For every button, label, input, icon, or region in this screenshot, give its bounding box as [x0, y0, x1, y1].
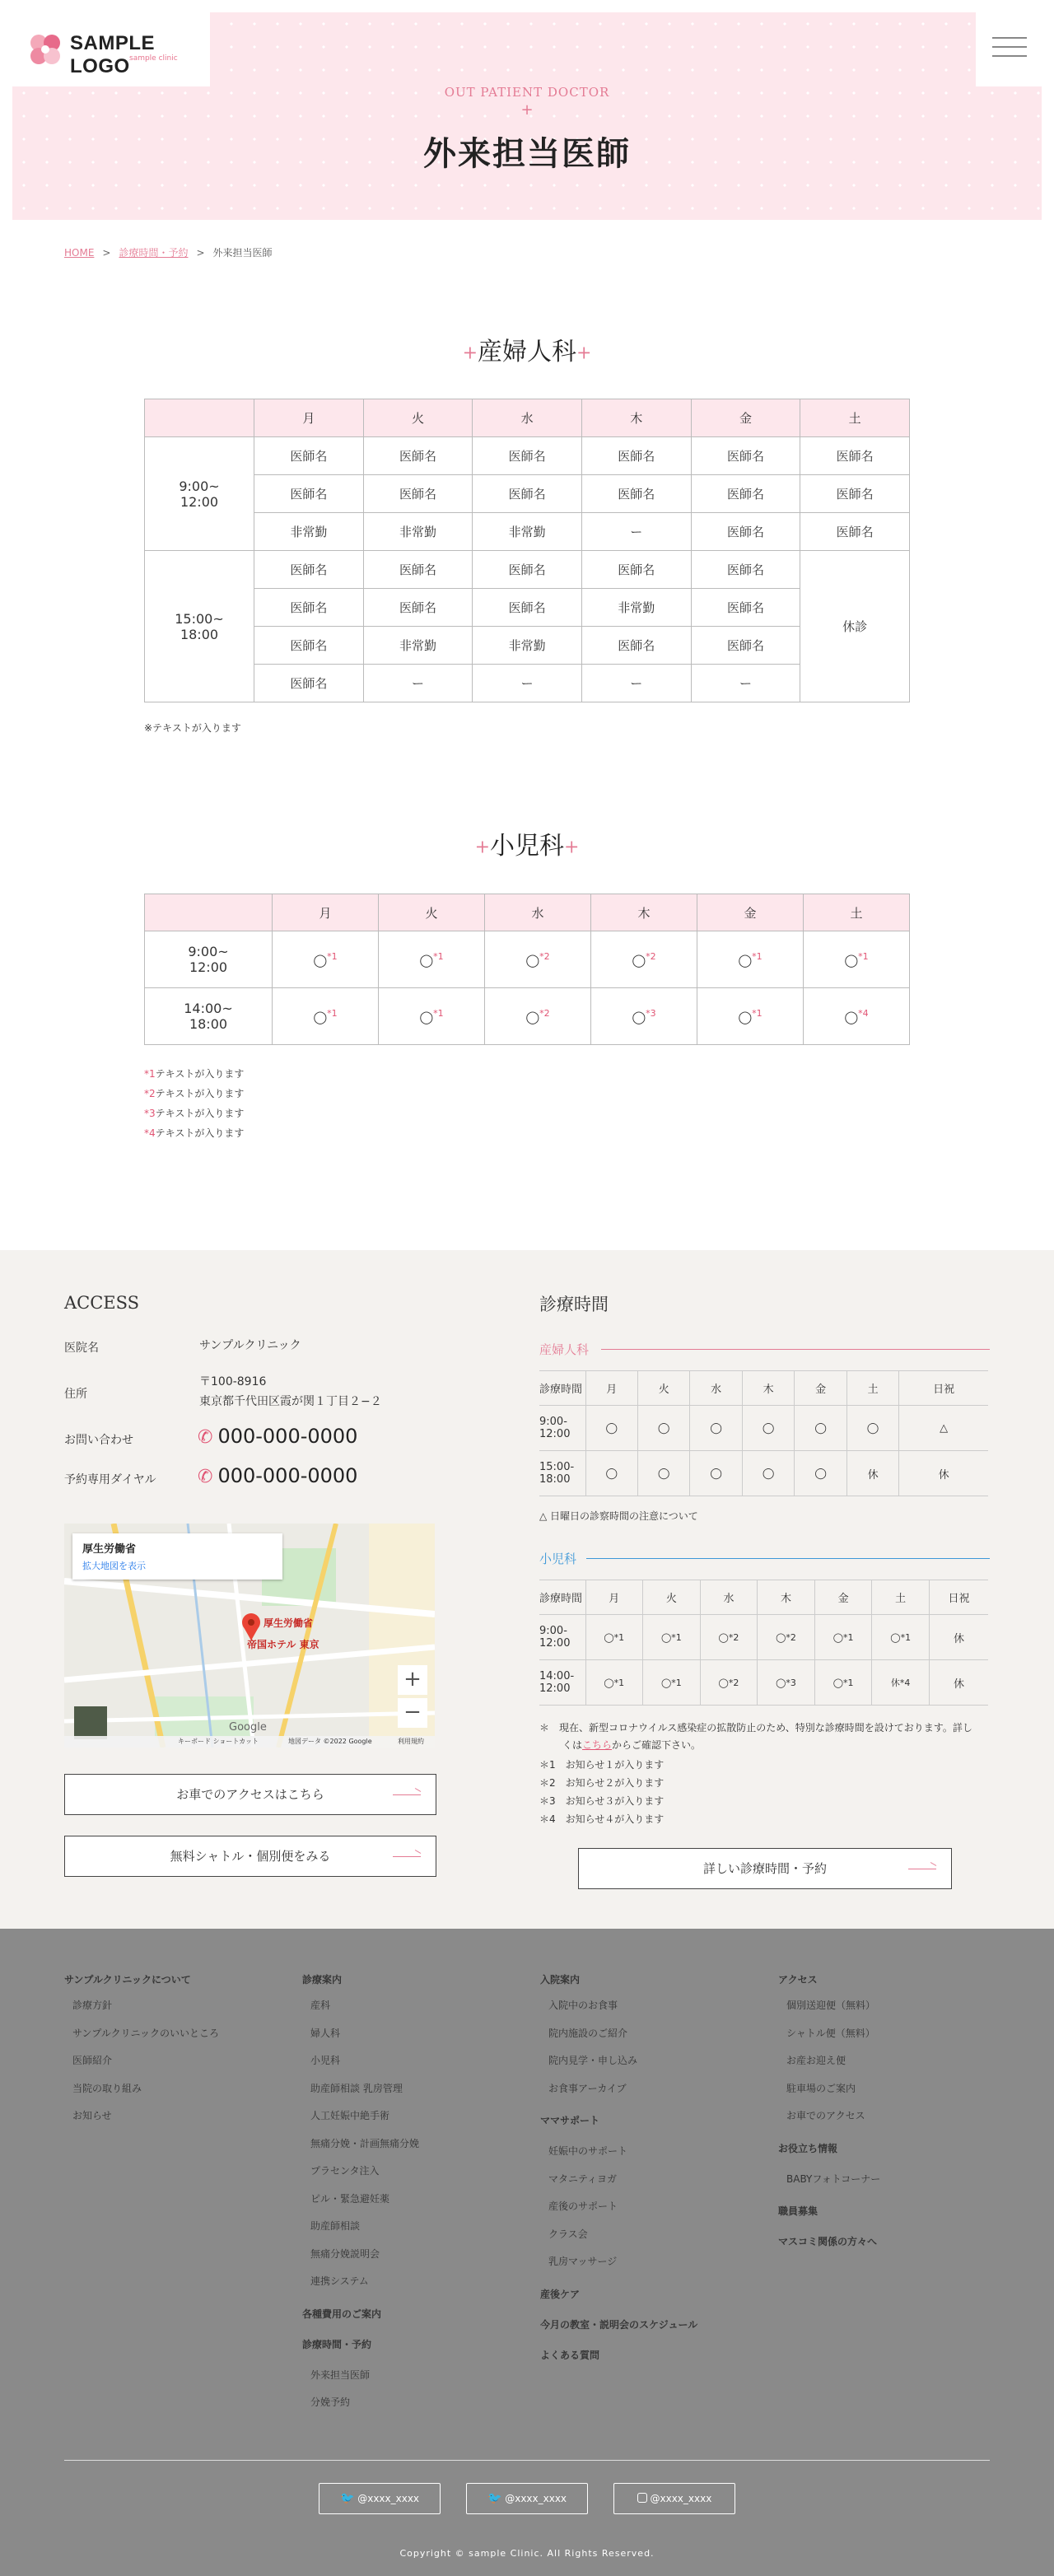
doctor-cell: 非常勤: [473, 627, 582, 665]
hours-cell: 休: [929, 1660, 988, 1706]
sunday-note[interactable]: △ 日曜日の診察時間の注意について: [539, 1510, 698, 1522]
footer-link[interactable]: 産科: [310, 2000, 331, 2011]
col-header: 金: [814, 1580, 872, 1615]
hours-cell: 休*4: [872, 1660, 930, 1706]
arrow-right-icon: [393, 1794, 421, 1795]
doctor-cell: 医師名: [254, 589, 364, 627]
doctor-cell: 医師名: [581, 551, 691, 589]
doctor-cell: 医師名: [363, 437, 473, 475]
footer-link[interactable]: ピル・緊急避妊薬: [310, 2192, 390, 2205]
day-header: 木: [591, 894, 697, 931]
availability-cell: ◯$^{*1}$: [697, 988, 804, 1045]
col-header: 木: [742, 1371, 794, 1406]
doctor-cell: 医師名: [800, 513, 910, 551]
footer-divider: [64, 2460, 990, 2461]
obgyn-schedule-table: [144, 399, 910, 702]
address-value: 〒100-8916 東京都千代田区霞が関１丁目２−２: [199, 1375, 382, 1408]
doctor-cell: 非常勤: [581, 589, 691, 627]
footer-col-services: [302, 1972, 419, 2423]
obgyn-note: ※テキストが入ります: [144, 722, 241, 734]
footer-link[interactable]: 小児科: [310, 2055, 341, 2066]
footer-link[interactable]: 入院中のお食事: [548, 2000, 618, 2011]
doctor-cell: 医師名: [254, 437, 364, 475]
footer-link[interactable]: マタニティヨガ: [548, 2172, 618, 2185]
hours-cell: 休: [899, 1451, 988, 1496]
footer-link[interactable]: お食事アーカイブ: [548, 2082, 627, 2094]
hours-cell: ◯*2: [700, 1615, 758, 1660]
footer-heading[interactable]: 各種費用のご案内: [302, 2308, 382, 2320]
footer-col-access: [778, 1972, 880, 2265]
twitter-button-1[interactable]: 🐦 @xxxx_xxxx: [319, 2483, 441, 2514]
footer-heading[interactable]: サンプルクリニックについて: [64, 1974, 191, 1986]
col-header: 日祝: [899, 1371, 988, 1406]
footer-heading[interactable]: ママサポート: [540, 2115, 600, 2126]
clinic-label: 医院名: [64, 1342, 99, 1355]
car-access-button[interactable]: お車でのアクセスはこちら: [64, 1774, 436, 1815]
page-subtitle: OUT PATIENT DOCTOR: [444, 85, 610, 100]
plus-ornament: +: [520, 101, 534, 119]
arrow-right-icon: [393, 1856, 421, 1857]
hours-heading: 診療時間: [539, 1295, 609, 1314]
footer-heading[interactable]: よくある質問: [540, 2349, 600, 2361]
footer-heading[interactable]: 職員募集: [778, 2205, 818, 2217]
phone-icon: ✆: [198, 1467, 213, 1487]
hours-cell: ◯: [795, 1451, 846, 1496]
doctor-cell: 医師名: [254, 665, 364, 702]
doctor-cell: 医師名: [691, 513, 800, 551]
hours-cell: ◯*3: [758, 1660, 815, 1706]
pediatrics-schedule-table: [144, 894, 910, 1045]
hours-cell: ◯*1: [643, 1660, 701, 1706]
doctor-cell: 医師名: [473, 551, 582, 589]
footer-link[interactable]: 院内見学・申し込み: [548, 2055, 638, 2066]
day-header: 月: [254, 399, 364, 437]
footer-link[interactable]: 院内施設のご紹介: [548, 2027, 628, 2039]
contact-tel[interactable]: ✆ 000-000-0000: [198, 1425, 358, 1448]
breadcrumb-home[interactable]: HOME: [64, 247, 95, 259]
map-keyboard-shortcuts[interactable]: キーボード ショートカット: [178, 1738, 259, 1745]
hours-obgyn-label: 産婦人科: [539, 1342, 590, 1357]
map-place-name: 厚生労働省: [82, 1543, 137, 1556]
col-header: 火: [643, 1580, 701, 1615]
availability-cell: ◯$^{*2}$: [591, 931, 697, 988]
hours-cell: 休: [846, 1451, 898, 1496]
hours-cell: ◯: [637, 1451, 689, 1496]
breadcrumb-separator: >: [196, 247, 205, 259]
breadcrumb-schedule[interactable]: 診療時間・予約: [119, 247, 189, 259]
footer-heading[interactable]: お役立ち情報: [778, 2142, 838, 2154]
footer-link[interactable]: クラス会: [548, 2228, 588, 2240]
footer-heading[interactable]: 入院案内: [540, 1974, 581, 1986]
footer-link[interactable]: お車でのアクセス: [786, 2110, 865, 2121]
doctor-cell: 医師名: [800, 437, 910, 475]
footer-link[interactable]: 無痛分娩・計画無痛分娩: [310, 2137, 420, 2149]
footer-link[interactable]: 個別送迎便（無料）: [786, 2000, 876, 2011]
col-header: 日祝: [929, 1580, 988, 1615]
shuttle-button[interactable]: 無料シャトル・個別便をみる: [64, 1836, 436, 1877]
col-header: 火: [637, 1371, 689, 1406]
hours-cell: 9:00-12:00: [539, 1615, 585, 1660]
page-title: 外来担当医師: [423, 134, 631, 173]
hours-cell: ◯: [690, 1406, 742, 1451]
doctor-cell: 医師名: [254, 627, 364, 665]
hours-cell: 9:00-12:00: [539, 1406, 585, 1451]
doctor-cell: 医師名: [473, 437, 582, 475]
footer-link[interactable]: 医師紹介: [72, 2055, 113, 2066]
doctor-cell: 医師名: [473, 589, 582, 627]
footer-link[interactable]: 無痛分娩説明会: [310, 2247, 380, 2260]
footer-link[interactable]: 産後のサポート: [548, 2200, 618, 2212]
hours-cell: △: [899, 1406, 988, 1451]
footer-link[interactable]: シャトル便（無料）: [786, 2027, 875, 2039]
breadcrumb-current: 外来担当医師: [212, 247, 273, 259]
footer-link[interactable]: 助産師相談: [310, 2220, 361, 2232]
day-header: 木: [581, 399, 691, 437]
col-header: 土: [846, 1371, 898, 1406]
time-cell: 9:00~ 12:00: [145, 437, 254, 551]
covid-note-link[interactable]: こちら: [582, 1739, 613, 1751]
col-header: 木: [758, 1580, 815, 1615]
zoom-in-button[interactable]: +: [403, 1667, 422, 1692]
footer-link[interactable]: 妊娠中のサポート: [548, 2145, 628, 2157]
availability-cell: ◯$^{*1}$: [379, 988, 485, 1045]
hours-cell: ◯: [742, 1406, 794, 1451]
doctor-cell: ー: [581, 665, 691, 702]
col-header: 月: [585, 1371, 637, 1406]
menu-button[interactable]: [976, 12, 1042, 86]
col-header: 診療時間: [539, 1580, 585, 1615]
hours-cell: ◯*1: [814, 1615, 872, 1660]
col-header: 土: [872, 1580, 930, 1615]
logo-subtext: sample clinic: [129, 54, 178, 63]
note-item: *3テキストが入ります: [144, 1108, 245, 1119]
footer-link[interactable]: BABYフォトコーナー: [786, 2172, 881, 2185]
twitter-icon: 🐦: [339, 2492, 355, 2505]
map-pin-label: 厚生労働省: [264, 1617, 314, 1629]
footer-link[interactable]: サンプルクリニックのいいところ: [72, 2027, 219, 2039]
col-header: 水: [690, 1371, 742, 1406]
phone-icon: ✆: [198, 1427, 213, 1448]
availability-cell: ◯$^{*1}$: [697, 931, 804, 988]
hours-cell: ◯*2: [700, 1660, 758, 1706]
hours-cell: ◯: [742, 1451, 794, 1496]
instagram-icon: [637, 2493, 647, 2503]
hours-cell: 15:00-18:00: [539, 1451, 585, 1496]
logo[interactable]: [12, 12, 210, 86]
footer-link[interactable]: プラセンタ注入: [310, 2165, 380, 2177]
col-header: 月: [585, 1580, 643, 1615]
footer-link[interactable]: 助産師相談 乳房管理: [310, 2082, 403, 2094]
footer-heading[interactable]: 診療案内: [302, 1974, 343, 1986]
doctor-cell: 医師名: [581, 475, 691, 513]
doctor-cell: 医師名: [691, 551, 800, 589]
footer-heading[interactable]: 産後ケア: [540, 2288, 581, 2300]
footer-link[interactable]: 駐車場のご案内: [786, 2082, 856, 2094]
doctor-cell: 医師名: [363, 551, 473, 589]
doctor-cell: 医師名: [581, 437, 691, 475]
doctor-cell: ー: [581, 513, 691, 551]
hours-ped-label: 小児科: [539, 1552, 577, 1566]
doctor-cell: 医師名: [691, 475, 800, 513]
doctor-cell: 医師名: [254, 475, 364, 513]
footer-link[interactable]: 分娩予約: [310, 2396, 351, 2408]
footer-heading[interactable]: アクセス: [778, 1974, 818, 1986]
map-place-card: [72, 1533, 282, 1580]
col-header: 水: [700, 1580, 758, 1615]
doctor-cell: 非常勤: [254, 513, 364, 551]
address-label: 住所: [64, 1388, 87, 1401]
footer-link[interactable]: 連携システム: [310, 2275, 369, 2287]
hours-ped-table: [539, 1580, 988, 1706]
doctor-cell: 医師名: [691, 437, 800, 475]
logo-text: SAMPLE LOGO: [70, 32, 156, 77]
footer-heading[interactable]: 今月の教室・説明会のスケジュール: [540, 2318, 698, 2331]
clinic-name: サンプルクリニック: [199, 1339, 301, 1352]
footer-heading[interactable]: 診療時間・予約: [302, 2338, 372, 2350]
hours-cell: ◯*1: [814, 1660, 872, 1706]
footer-link[interactable]: 外来担当医師: [310, 2368, 371, 2381]
col-header: 金: [795, 1371, 846, 1406]
doctor-cell: ー: [691, 665, 800, 702]
twitter-icon: 🐦: [487, 2492, 502, 2505]
doctor-cell: 医師名: [800, 475, 910, 513]
footer-heading[interactable]: マスコミ関係の方々へ: [778, 2236, 878, 2247]
hours-cell: ◯: [585, 1451, 637, 1496]
hours-obgyn-table: [539, 1370, 988, 1496]
col-header: 診療時間: [539, 1371, 585, 1406]
day-header: 水: [473, 399, 582, 437]
footer-col-about: [64, 1972, 219, 2136]
closed-cell: 休診: [800, 551, 910, 702]
availability-cell: ◯$^{*1}$: [804, 931, 910, 988]
copyright: Copyright © sample Clinic. All Rights Reserved.: [399, 2548, 655, 2559]
footer-link[interactable]: お産お迎え便: [786, 2055, 846, 2066]
note-item: *1テキストが入ります: [144, 1068, 245, 1080]
flower-logo-icon: [26, 30, 65, 70]
availability-cell: ◯$^{*2}$: [485, 988, 591, 1045]
hours-cell: ◯: [846, 1406, 898, 1451]
footer-link[interactable]: お知らせ: [72, 2110, 112, 2121]
doctor-cell: 非常勤: [363, 513, 473, 551]
footer-link[interactable]: 診療方針: [72, 2000, 113, 2011]
hours-cell: ◯: [637, 1406, 689, 1451]
hours-cell: ◯*1: [643, 1615, 701, 1660]
footer-link[interactable]: 人工妊娠中絶手術: [310, 2110, 390, 2121]
time-cell: 14:00~ 18:00: [145, 988, 273, 1045]
access-heading: ACCESS: [64, 1293, 140, 1313]
obgyn-heading: +産婦人科+: [462, 338, 592, 366]
day-header: 土: [804, 894, 910, 931]
time-cell: 9:00~ 12:00: [145, 931, 273, 988]
contact-label: お問い合わせ: [64, 1434, 133, 1447]
footer-link[interactable]: 乳房マッサージ: [548, 2256, 618, 2267]
reserve-tel[interactable]: ✆ 000-000-0000: [198, 1464, 358, 1487]
breadcrumb-separator: >: [102, 247, 111, 259]
hours-cell: ◯*1: [585, 1615, 643, 1660]
doctor-cell: ー: [363, 665, 473, 702]
doctor-cell: 医師名: [581, 627, 691, 665]
hours-cell: ◯*2: [758, 1615, 815, 1660]
pediatrics-heading: +小児科+: [474, 832, 580, 861]
day-header: 土: [800, 399, 910, 437]
doctor-cell: 医師名: [363, 589, 473, 627]
detail-hours-button[interactable]: 詳しい診療時間・予約: [578, 1848, 952, 1889]
hero-banner: [12, 12, 1042, 220]
doctor-cell: 医師名: [363, 475, 473, 513]
day-header: 金: [697, 894, 804, 931]
hours-cell: ◯*1: [872, 1615, 930, 1660]
footer-col-admission: [540, 1972, 697, 2378]
breadcrumb: [64, 245, 273, 259]
day-header: 火: [363, 399, 473, 437]
availability-cell: ◯$^{*1}$: [379, 931, 485, 988]
doctor-cell: 非常勤: [473, 513, 582, 551]
hours-cell: ◯: [795, 1406, 846, 1451]
time-cell: 15:00~ 18:00: [145, 551, 254, 702]
instagram-button[interactable]: @xxxx_xxxx: [613, 2483, 735, 2514]
doctor-cell: 医師名: [254, 551, 364, 589]
availability-cell: ◯$^{*2}$: [485, 931, 591, 988]
availability-cell: ◯$^{*1}$: [273, 988, 379, 1045]
zoom-out-button[interactable]: −: [403, 1700, 422, 1724]
footer-link[interactable]: 婦人科: [310, 2027, 341, 2039]
day-header: 金: [691, 399, 800, 437]
footer-link[interactable]: 当院の取り組み: [72, 2082, 142, 2094]
reserve-label: 予約専用ダイヤル: [64, 1473, 156, 1486]
availability-cell: ◯$^{*4}$: [804, 988, 910, 1045]
doctor-cell: 医師名: [691, 627, 800, 665]
google-map[interactable]: [64, 1524, 435, 1748]
hours-cell: 休: [929, 1615, 988, 1660]
note-item: *4テキストが入ります: [144, 1127, 245, 1139]
hours-cell: ◯*1: [585, 1660, 643, 1706]
day-header: 火: [379, 894, 485, 931]
map-enlarge-link[interactable]: 拡大地図を表示: [82, 1561, 146, 1571]
day-header: 水: [485, 894, 591, 931]
map-data-credit: 地図データ ©2022 Google: [288, 1738, 372, 1745]
twitter-button-2[interactable]: 🐦 @xxxx_xxxx: [466, 2483, 588, 2514]
note-item: *2テキストが入ります: [144, 1088, 245, 1099]
map-terms-link[interactable]: 利用規約: [398, 1738, 424, 1745]
covid-note: ＊ 現在、新型コロナウイルス感染症の拡散防止のため、特別な診療時間を設けております。詳し くはこちらからご確認下さい。: [539, 1722, 972, 1751]
doctor-cell: 非常勤: [363, 627, 473, 665]
doctor-cell: 医師名: [691, 589, 800, 627]
google-logo: Google: [229, 1721, 267, 1734]
hours-cell: ◯: [585, 1406, 637, 1451]
pediatrics-notes: [144, 1064, 244, 1143]
availability-cell: ◯$^{*3}$: [591, 988, 697, 1045]
info-notes: ＊1 お知らせ１が入ります ＊2 お知らせ２が入ります ＊3 お知らせ３が入ります ＊4 お知らせ４が入ります: [539, 1759, 665, 1825]
availability-cell: ◯$^{*1}$: [273, 931, 379, 988]
doctor-cell: 医師名: [473, 475, 582, 513]
hours-cell: 14:00-12:00: [539, 1660, 585, 1706]
day-header: 月: [273, 894, 379, 931]
map-hotel-label: 帝国ホテル 東京: [247, 1639, 319, 1650]
hours-cell: ◯: [690, 1451, 742, 1496]
doctor-cell: ー: [473, 665, 582, 702]
